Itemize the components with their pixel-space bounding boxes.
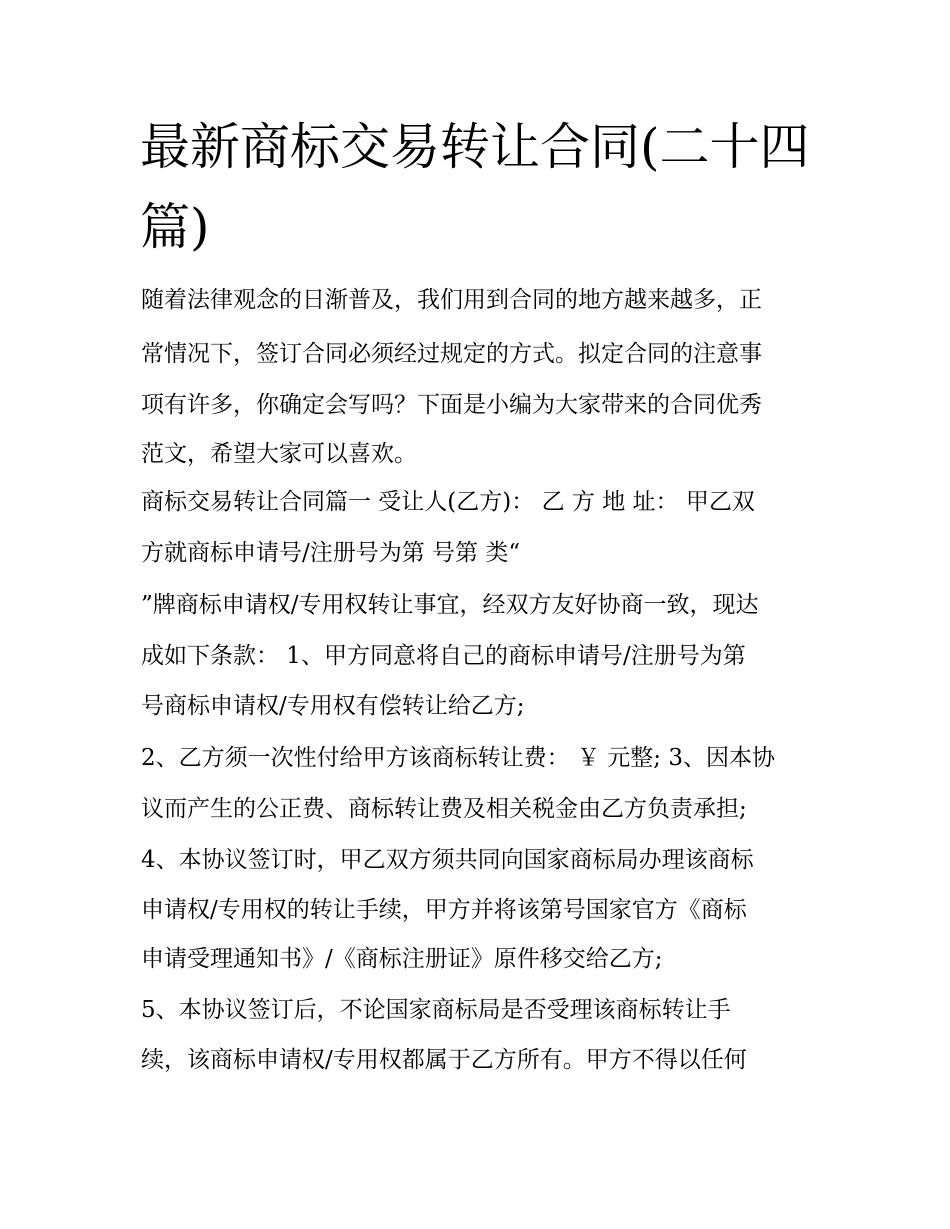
body-text-line: 随着法律观念的日渐普及，我们用到合同的地方越来越多，正 <box>141 287 762 313</box>
body-text-line: 项有许多，你确定会写吗？下面是小编为大家带来的合同优秀 <box>141 392 762 418</box>
body-text-line: 成如下条款： 1、甲方同意将自己的商标申请号/注册号为第 <box>141 643 746 669</box>
document-title-line-2: 篇) <box>140 198 210 256</box>
body-text-line: 议而产生的公正费、商标转让费及相关税金由乙方负责承担; <box>141 796 747 822</box>
body-text-line: 常情况下，签订合同必须经过规定的方式。拟定合同的注意事 <box>141 341 762 367</box>
body-text-line: 范文，希望大家可以喜欢。 <box>141 441 417 467</box>
body-text-line: 续，该商标申请权/专用权都属于乙方所有。甲方不得以任何 <box>141 1047 747 1073</box>
body-text-line: 号商标申请权/专用权有偿转让给乙方; <box>141 693 525 719</box>
body-text-line: 5、本协议签订后，不论国家商标局是否受理该商标转让手 <box>141 997 731 1023</box>
body-text-line: 2、乙方须一次性付给甲方该商标转让费： ￥ 元整; 3、因本协 <box>141 745 775 771</box>
body-text-line: 4、本协议签订时，甲乙双方须共同向国家商标局办理该商标 <box>141 847 754 873</box>
body-text-line: 方就商标申请号/注册号为第 号第 类“ <box>141 540 521 566</box>
body-text-line: 申请权/专用权的转让手续，甲方并将该第号国家官方《商标 <box>141 897 747 923</box>
body-text-line: ”牌商标申请权/专用权转让事宜，经双方友好协商一致，现达 <box>141 592 759 618</box>
document-title-line-1: 最新商标交易转让合同(二十四 <box>140 118 810 176</box>
body-text-line: 商标交易转让合同篇一 受让人(乙方)： 乙 方 地 址： 甲乙双 <box>141 489 755 515</box>
body-text-line: 申请受理通知书》/《商标注册证》原件移交给乙方; <box>141 946 663 972</box>
